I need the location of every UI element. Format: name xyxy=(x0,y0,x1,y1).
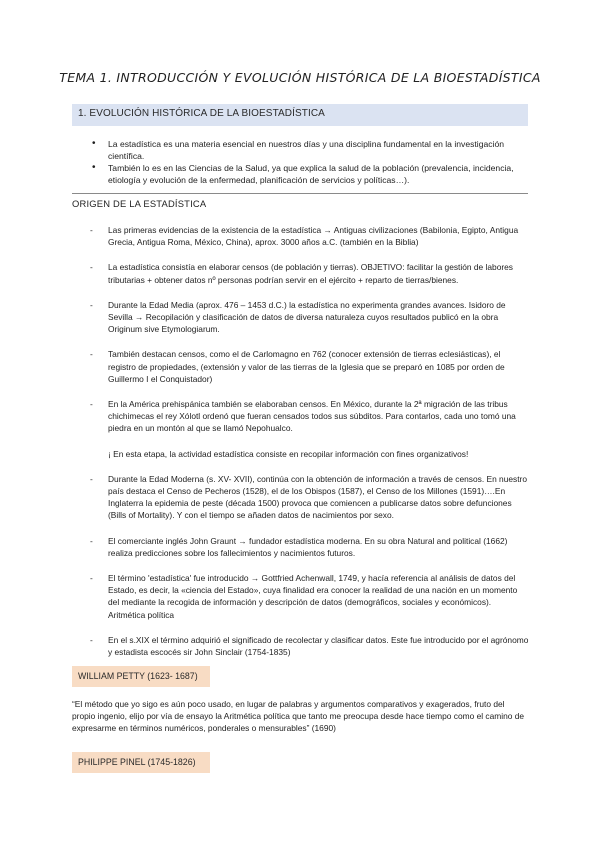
organizational-note: ¡ En esta etapa, la actividad estadística consiste en recopilar información con fines organizativos! xyxy=(108,448,469,459)
divider xyxy=(72,193,528,194)
origin-item: - También destacan censos, como el de Carlomagno en 762 (conocer extensión de tierras eclesiásticas), el registro de propiedades, (extensión y valor de las tierras de la Iglesia que se preparó en 1085 por orden de Guillermo I el Conquistador) xyxy=(88,348,530,385)
origin-item: - El término 'estadística' fue introducido → Gottfried Achenwall, 1749, y hacía referencia al análisis de datos del Estado, es decir, la «ciencia del Estado», cuya finalidad era conocer la realidad de una nación en un momento del mediante la recogida de información y descripción de datos (demográficos, sociales y económicos). Aritmética política xyxy=(88,572,530,621)
petty-tag xyxy=(72,666,210,687)
section-heading: 1. EVOLUCIÓN HISTÓRICA DE LA BIOESTADÍSTICA xyxy=(78,108,325,119)
origin-item: - En la América prehispánica también se elaboraban censos. En México, durante la 2ª migración de las tribus chichimecas el rey Xólotl ordenó que fueran censados todos sus súbditos. Para contarlos, cada uno tomó una piedra en un montón al que se llamó Nepohualco. xyxy=(88,398,530,435)
document-title: TEMA 1. INTRODUCCIÓN Y EVOLUCIÓN HISTÓRICA DE LA BIOESTADÍSTICA xyxy=(59,70,541,85)
origin-list xyxy=(88,224,530,671)
petty-tag-label: WILLIAM PETTY (1623- 1687) xyxy=(78,671,198,681)
origin-item: - La estadística consistía en elaborar censos (de población y tierras). OBJETIVO: facilitar la gestión de labores tributarias + obtener datos nº personas podrían servir en el ejército + reparto de tierras/bienes. xyxy=(88,261,530,285)
origin-item: - En el s.XIX el término adquirió el significado de recolectar y clasificar datos. Este fue introducido por el agrónomo y estadista escocés sir John Sinclair (1754-1835) xyxy=(88,634,530,658)
origin-item: - Las primeras evidencias de la existencia de la estadística → Antiguas civilizaciones (Babilonia, Egipto, Antigua Grecia, Antigua Roma, México, China), aprox. 3000 años a.C. (también en la Biblia) xyxy=(88,224,530,248)
origin-item: - Durante la Edad Media (aprox. 476 – 1453 d.C.) la estadística no experimenta grandes avances. Isidoro de Sevilla → Recopilación y clasificación de datos de diversa naturaleza cuyos resultados publicó en la obra Originum sive Etymologiarum. xyxy=(88,299,530,336)
pinel-tag xyxy=(72,752,210,773)
origin-heading: ORIGEN DE LA ESTADÍSTICA xyxy=(72,198,207,209)
petty-quote: “El método que yo sigo es aún poco usado, en lugar de palabras y argumentos comparativos y exagerados, fruto del propio ingenio, elijo por vía de ensayo la Aritmética política que tanto me preocupa desde hace tiempo como el camino de expresarme en términos numéricos, ponderales o mensurables” (1690) xyxy=(72,699,525,734)
section-heading-bar xyxy=(72,104,528,126)
intro-bullet: • También lo es en las Ciencias de la Salud, ya que explica la salud de la población (prevalencia, incidencia, etiología y evolución de la enfermedad, planificación de servicios y políticas…). xyxy=(92,162,530,186)
pinel-tag-label: PHILIPPE PINEL (1745-1826) xyxy=(78,757,196,767)
intro-bullet-list xyxy=(92,138,530,186)
origin-item: - Durante la Edad Moderna (s. XV- XVII), continúa con la obtención de información a través de censos. En nuestro país destaca el Censo de Pecheros (1528), el de los Obispos (1587), el Censo de los Millones (1591)….En Inglaterra la epidemia de peste (década 1500) provoca que comiencen a publicarse datos sobre defunciones (Bills of Mortality). Y con el tiempo se añaden datos de nacimientos por sexo. xyxy=(88,473,530,522)
intro-bullet: • La estadística es una materia esencial en nuestros días y una disciplina fundamental en la investigación científica. xyxy=(92,138,530,162)
origin-item: - El comerciante inglés John Graunt → fundador estadística moderna. En su obra Natural and political (1662) realiza predicciones sobre los fallecimientos y nacimientos futuros. xyxy=(88,535,530,559)
